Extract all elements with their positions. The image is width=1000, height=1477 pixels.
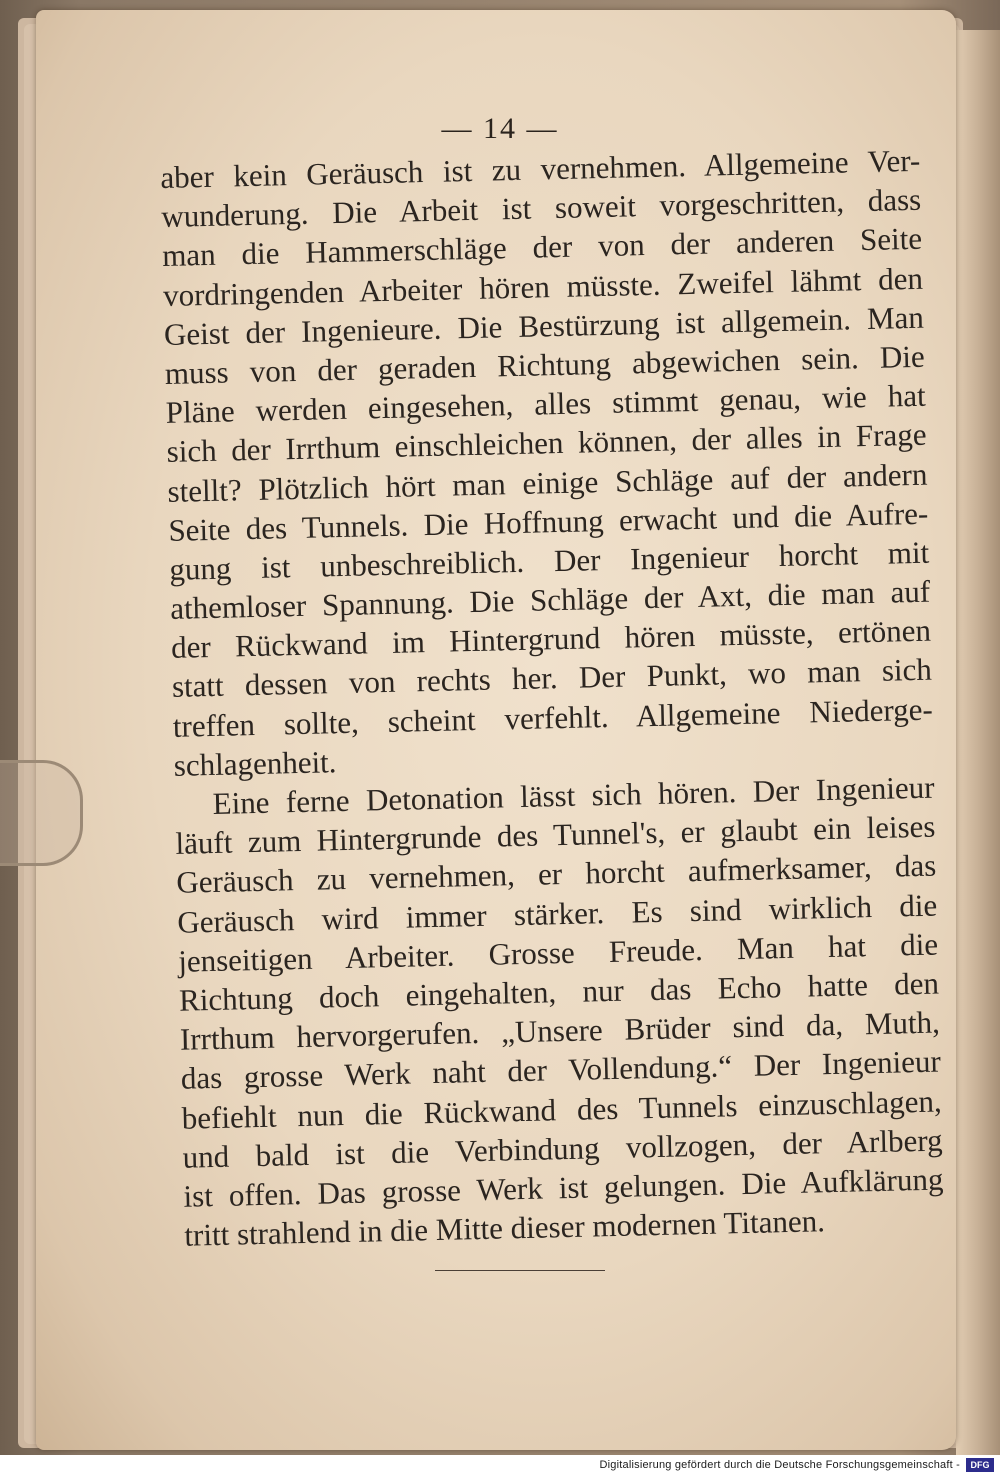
- right-binding-edge: [956, 30, 1000, 1455]
- paragraph-1: [160, 141, 934, 785]
- text-line: und bald ist die Verbindung vollzogen, der Arlberg: [182, 1122, 943, 1175]
- text-line: Seite des Tunnels. Die Hoffnung erwacht und die Aufre-: [168, 495, 929, 548]
- text-line: treffen sollte, scheint verfehlt. Allgemeine Niederge-: [172, 691, 934, 744]
- text-line: athemloser Spannung. Die Schläge der Axt, die man auf: [169, 573, 931, 626]
- text-line: vordringenden Arbeiter hören müsste. Zweifel lähmt den: [162, 260, 924, 313]
- text-line: Geist der Ingenieure. Die Bestürzung ist allgemein. Man: [163, 299, 925, 352]
- text-line: muss von der geraden Richtung abgewichen sein. Die: [164, 338, 926, 391]
- text-line: das grosse Werk naht der Vollendung.“ Der Ingenieur: [180, 1043, 942, 1097]
- dfg-logo: DFG: [966, 1458, 994, 1472]
- text-line: Eine ferne Detonation lässt sich hören. Der Ingenieur: [212, 769, 935, 821]
- text-line: statt dessen von rechts her. Der Punkt, wo man sich: [171, 652, 933, 705]
- text-line: man die Hammerschläge der von der anderen Seite: [161, 221, 923, 274]
- text-line: schlagenheit.: [173, 743, 337, 783]
- end-rule: [435, 1270, 605, 1271]
- text-body: [160, 141, 945, 1255]
- text-line: läuft zum Hintergrunde des Tunnel's, er glaubt ein leises: [175, 808, 936, 862]
- text-line: sich der Irrthum einschleichen können, der alles in Frage: [166, 416, 927, 470]
- page-clip: [0, 760, 83, 866]
- text-line: Geräusch zu vernehmen, er horcht aufmerksamer, das: [176, 847, 937, 901]
- text-line: ist offen. Das grosse Werk ist gelungen. Die Aufklärung: [183, 1161, 944, 1214]
- text-line: gung ist unbeschreiblich. Der Ingenieur horcht mit: [168, 534, 930, 587]
- paragraph-2: [174, 768, 944, 1255]
- text-line: aber kein Geräusch ist zu vernehmen. Allgemeine Ver-: [160, 142, 921, 195]
- text-line: wunderung. Die Arbeit ist soweit vorgeschritten, dass: [160, 181, 922, 235]
- digitization-credit: Digitalisierung gefördert durch die Deutsche Forschungsgemeinschaft -: [599, 1459, 960, 1471]
- text-line: Geräusch wird immer stärker. Es sind wirklich die: [176, 887, 938, 940]
- page-number: — 14 —: [441, 112, 559, 145]
- text-line: befiehlt nun die Rückwand des Tunnels einzuschlagen,: [181, 1083, 942, 1136]
- text-line: der Rückwand im Hintergrund hören müsste, ertönen: [170, 612, 932, 666]
- text-line: Irrthum hervorgerufen. „Unsere Brüder sind da, Muth,: [179, 1004, 941, 1057]
- text-line: Pläne werden eingesehen, alles stimmt genau, wie hat: [165, 377, 926, 431]
- text-line: tritt strahlend in die Mitte dieser modernen Titanen.: [184, 1203, 826, 1253]
- text-line: stellt? Plötzlich hört man einige Schläge auf der andern: [167, 456, 928, 509]
- text-line: Richtung doch eingehalten, nur das Echo hatte den: [178, 965, 940, 1018]
- text-line: jenseitigen Arbeiter. Grosse Freude. Man hat die: [177, 926, 939, 979]
